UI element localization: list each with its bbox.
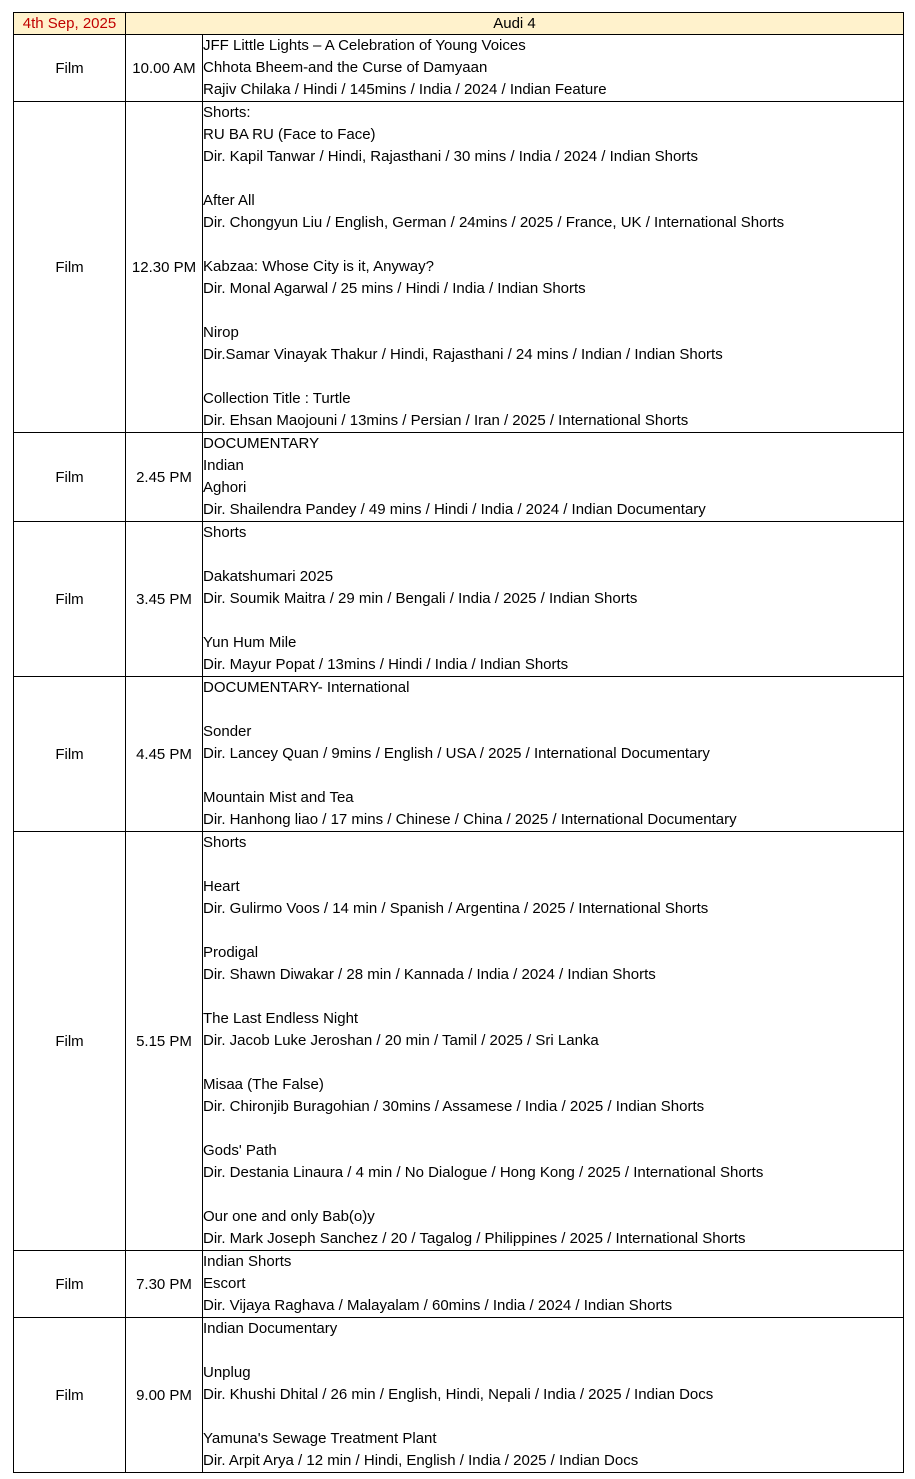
time-cell: 9.00 PM	[126, 1318, 203, 1473]
program-line: Dir. Vijaya Raghava / Malayalam / 60mins / India / 2024 / Indian Shorts	[203, 1297, 673, 1314]
program-line: Sonder	[203, 723, 252, 740]
program-line	[203, 1118, 903, 1140]
program-line: After All	[203, 192, 255, 209]
program-line: Yun Hum Mile	[203, 634, 297, 651]
program-line: The Last Endless Night	[203, 1010, 359, 1027]
time-cell: 5.15 PM	[126, 832, 203, 1251]
program-details-cell	[203, 1318, 904, 1473]
schedule-row	[14, 677, 904, 832]
program-line: Our one and only Bab(o)y	[203, 1208, 375, 1225]
program-line: Yamuna's Sewage Treatment Plant	[203, 1430, 437, 1447]
program-line: Unplug	[203, 1364, 251, 1381]
event-type-cell: Film	[14, 1318, 126, 1473]
program-line: DOCUMENTARY	[203, 435, 320, 452]
schedule-row	[14, 1318, 904, 1473]
program-line: Chhota Bheem-and the Curse of Damyaan	[203, 59, 488, 76]
program-line: Gods' Path	[203, 1142, 277, 1159]
event-type-cell: Film	[14, 677, 126, 832]
event-type-cell: Film	[14, 832, 126, 1251]
program-line: Shorts	[203, 834, 247, 851]
program-line: Dir. Soumik Maitra / 29 min / Bengali / India / 2025 / Indian Shorts	[203, 590, 638, 607]
program-line	[203, 1184, 903, 1206]
program-details-cell	[203, 1251, 904, 1318]
program-line: Dir. Kapil Tanwar / Hindi, Rajasthani / 30 mins / India / 2024 / Indian Shorts	[203, 148, 698, 165]
program-line	[203, 765, 903, 787]
event-type-cell: Film	[14, 1251, 126, 1318]
schedule-body	[14, 13, 904, 1473]
program-details-cell	[203, 832, 904, 1251]
header-row	[14, 13, 904, 35]
time-cell: 2.45 PM	[126, 433, 203, 522]
program-line: Indian	[203, 457, 244, 474]
time-cell: 4.45 PM	[126, 677, 203, 832]
program-line: Escort	[203, 1275, 246, 1292]
program-line	[203, 366, 903, 388]
program-details-cell	[203, 522, 904, 677]
program-line	[203, 544, 903, 566]
program-details-cell	[203, 35, 904, 102]
program-line	[203, 300, 903, 322]
program-line: Collection Title : Turtle	[203, 390, 351, 407]
schedule-row	[14, 433, 904, 522]
program-line: Dir. Gulirmo Voos / 14 min / Spanish / Argentina / 2025 / International Shorts	[203, 900, 709, 917]
program-line: DOCUMENTARY- International	[203, 679, 410, 696]
venue-cell: Audi 4	[126, 13, 904, 35]
program-line: Dir. Lancey Quan / 9mins / English / USA / 2025 / International Documentary	[203, 745, 710, 762]
program-line	[203, 1406, 903, 1428]
program-line	[203, 699, 903, 721]
program-line: Dir. Mark Joseph Sanchez / 20 / Tagalog / Philippines / 2025 / International Shorts	[203, 1230, 746, 1247]
program-line: Nirop	[203, 324, 239, 341]
program-line: Dir. Ehsan Maojouni / 13mins / Persian / Iran / 2025 / International Shorts	[203, 412, 689, 429]
program-line: Dir. Hanhong liao / 17 mins / Chinese / China / 2025 / International Documentary	[203, 811, 737, 828]
event-type-cell: Film	[14, 35, 126, 102]
event-type-cell: Film	[14, 522, 126, 677]
program-details-cell	[203, 677, 904, 832]
program-line: Shorts	[203, 524, 247, 541]
program-line: Indian Documentary	[203, 1320, 338, 1337]
program-line: Prodigal	[203, 944, 259, 961]
program-details-cell	[203, 433, 904, 522]
program-details-cell	[203, 102, 904, 433]
program-line: Dir. Chongyun Liu / English, German / 24mins / 2025 / France, UK / International Shorts	[203, 214, 785, 231]
program-line: RU BA RU (Face to Face)	[203, 126, 376, 143]
program-line: Dir. Destania Linaura / 4 min / No Dialogue / Hong Kong / 2025 / International Shorts	[203, 1164, 764, 1181]
program-line: Rajiv Chilaka / Hindi / 145mins / India / 2024 / Indian Feature	[203, 81, 607, 98]
program-line: Dir. Shailendra Pandey / 49 mins / Hindi / India / 2024 / Indian Documentary	[203, 501, 706, 518]
schedule-row	[14, 1251, 904, 1318]
program-line: Kabzaa: Whose City is it, Anyway?	[203, 258, 434, 275]
schedule-row	[14, 522, 904, 677]
program-line	[203, 854, 903, 876]
program-line: Shorts:	[203, 104, 251, 121]
program-line: Dir. Shawn Diwakar / 28 min / Kannada / India / 2024 / Indian Shorts	[203, 966, 656, 983]
event-type-cell: Film	[14, 102, 126, 433]
program-line: Dir. Arpit Arya / 12 min / Hindi, English / India / 2025 / Indian Docs	[203, 1452, 639, 1469]
program-line: Dir. Monal Agarwal / 25 mins / Hindi / India / Indian Shorts	[203, 280, 586, 297]
schedule-row	[14, 102, 904, 433]
time-cell: 7.30 PM	[126, 1251, 203, 1318]
program-line	[203, 234, 903, 256]
program-line: Mountain Mist and Tea	[203, 789, 354, 806]
program-line	[203, 610, 903, 632]
program-line: Dir. Khushi Dhital / 26 min / English, Hindi, Nepali / India / 2025 / Indian Docs	[203, 1386, 714, 1403]
program-line: Dakatshumari 2025	[203, 568, 334, 585]
program-line: Heart	[203, 878, 240, 895]
program-line	[203, 1340, 903, 1362]
program-line: Indian Shorts	[203, 1253, 292, 1270]
program-line: JFF Little Lights – A Celebration of Young Voices	[203, 37, 526, 54]
schedule-row	[14, 832, 904, 1251]
schedule-row	[14, 35, 904, 102]
program-line: Dir. Jacob Luke Jeroshan / 20 min / Tamil / 2025 / Sri Lanka	[203, 1032, 599, 1049]
program-line: Dir. Chironjib Buragohian / 30mins / Assamese / India / 2025 / Indian Shorts	[203, 1098, 705, 1115]
event-type-cell: Film	[14, 433, 126, 522]
program-line	[203, 168, 903, 190]
program-line: Dir. Mayur Popat / 13mins / Hindi / India / Indian Shorts	[203, 656, 569, 673]
program-line	[203, 1052, 903, 1074]
program-line	[203, 986, 903, 1008]
program-line	[203, 920, 903, 942]
time-cell: 12.30 PM	[126, 102, 203, 433]
schedule-table	[13, 12, 904, 1473]
program-line: Dir.Samar Vinayak Thakur / Hindi, Rajasthani / 24 mins / Indian / Indian Shorts	[203, 346, 723, 363]
time-cell: 3.45 PM	[126, 522, 203, 677]
program-line: Misaa (The False)	[203, 1076, 324, 1093]
program-line: Aghori	[203, 479, 247, 496]
date-cell: 4th Sep, 2025	[14, 13, 126, 35]
time-cell: 10.00 AM	[126, 35, 203, 102]
